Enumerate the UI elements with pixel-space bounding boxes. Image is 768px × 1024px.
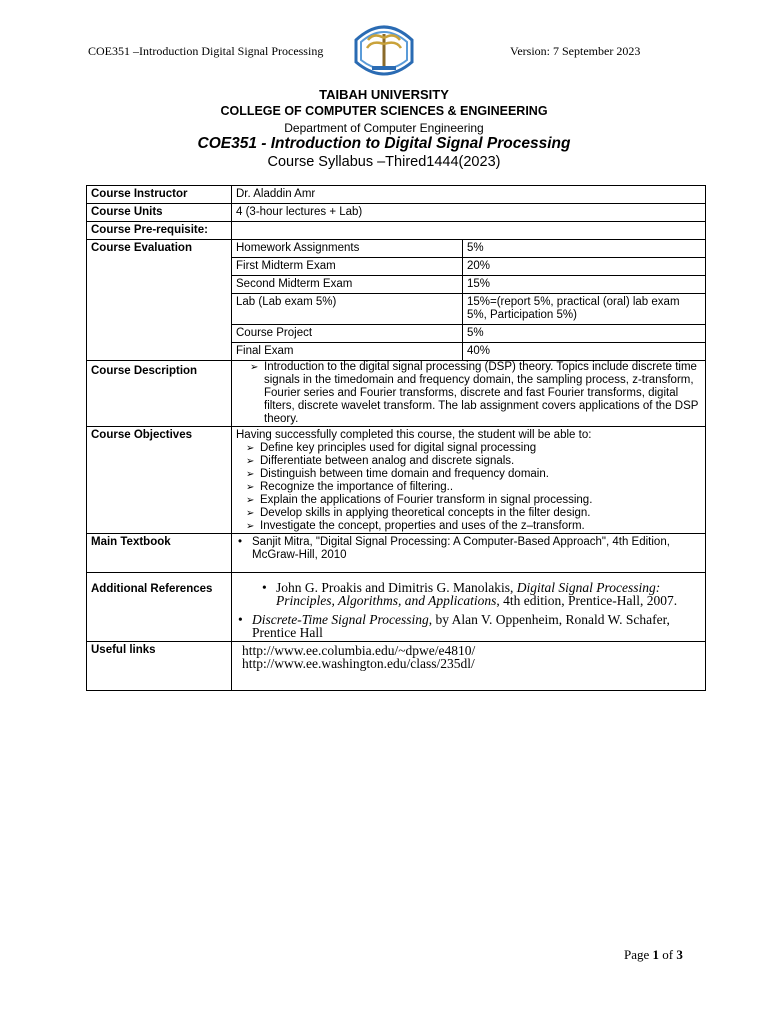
prereq-value [232, 222, 706, 240]
row-label: Course Description [87, 361, 232, 427]
reference-item [238, 613, 701, 639]
eval-item: Lab (Lab exam 5%) [232, 294, 463, 325]
links-row [87, 642, 706, 691]
department-name: Department of Computer Engineering [284, 121, 484, 135]
list-item: ➢ Recognize the importance of filtering.. [246, 481, 701, 494]
table-row [232, 325, 705, 343]
units-row [87, 204, 706, 222]
ref1-authors: John G. Proakis and Dimitris G. Manolakis, [276, 580, 517, 595]
instructor-row [87, 186, 706, 204]
objectives-cell [232, 427, 706, 534]
evaluation-table [232, 240, 705, 360]
description-cell [232, 361, 706, 427]
row-label: Additional References [87, 573, 232, 642]
row-label: Course Units [87, 204, 232, 222]
ref1-title: Digital Signal Processing: Principles, Algorithms, and Applications [276, 580, 661, 608]
eval-weight: 5% [463, 240, 706, 258]
syllabus-title: Course Syllabus –Thired1444(2023) [267, 154, 501, 170]
header-course-title: COE351 –Introduction Digital Signal Processing [88, 44, 324, 58]
units-value: 4 (3-hour lectures + Lab) [232, 204, 706, 222]
page-footer [624, 947, 683, 963]
evaluation-row [87, 240, 706, 361]
eval-weight: 5% [463, 325, 706, 343]
row-label: Useful links [87, 642, 232, 691]
syllabus-table [86, 185, 706, 691]
eval-item: First Midterm Exam [232, 258, 463, 276]
reference-item [262, 581, 701, 607]
objectives-intro: Having successfully completed this course, the student will be able to: [236, 429, 592, 441]
prereq-row [87, 222, 706, 240]
table-row [232, 276, 705, 294]
ref1-rest: , 4th edition, Prentice-Hall, 2007. [496, 593, 678, 608]
link-washington[interactable]: http://www.ee.washington.edu/class/235dl/ [242, 656, 475, 671]
instructor-value: Dr. Aladdin Amr [232, 186, 706, 204]
link-columbia[interactable]: http://www.ee.columbia.edu/~dpwe/e4810/ [242, 643, 476, 658]
eval-weight: 20% [463, 258, 706, 276]
list-item: ➢ Develop skills in applying theoretical concepts in the filter design. [246, 507, 701, 520]
eval-weight: 40% [467, 345, 491, 357]
eval-weight: 15%=(report 5%, practical (oral) lab exam 5%, Participation 5%) [463, 294, 706, 325]
objectives-row [87, 427, 706, 534]
textbook-row [87, 534, 706, 573]
header-version: Version: 7 September 2023 [510, 44, 641, 58]
page-total: 3 [676, 947, 683, 962]
eval-weight: 15% [463, 276, 706, 294]
university-logo-icon [350, 20, 418, 82]
list-item: ➢ Investigate the concept, properties and uses of the z–transform. [246, 520, 701, 533]
row-label: Course Evaluation [87, 240, 232, 361]
ref2-rest: , by Alan V. Oppenheim, Ronald W. Schafer, Prentice Hall [252, 612, 670, 640]
eval-item: Course Project [232, 325, 463, 343]
list-item: ➢ Define key principles used for digital signal processing [246, 442, 701, 455]
page-word: Page [624, 947, 650, 962]
row-label: Course Pre-requisite: [87, 222, 232, 240]
table-row [232, 258, 705, 276]
university-name: TAIBAH UNIVERSITY [319, 87, 449, 102]
eval-item: Second Midterm Exam [232, 276, 463, 294]
table-row [232, 294, 705, 325]
list-item: ➢ Distinguish between time domain and frequency domain. [246, 468, 701, 481]
references-row [87, 573, 706, 642]
list-item: ➢ Differentiate between analog and discrete signals. [246, 455, 701, 468]
table-row [232, 240, 705, 258]
eval-item: Final Exam [232, 343, 463, 361]
table-row [232, 343, 705, 361]
row-label: Course Instructor [87, 186, 232, 204]
row-label: Course Objectives [87, 427, 232, 534]
links-cell [232, 642, 706, 691]
ref2-title: Discrete-Time Signal Processing [252, 612, 429, 627]
description-text: ➢ Introduction to the digital signal processing (DSP) theory. Topics include discrete time signals in the timedomain and frequency domain, the sampling process, z-transform, Fourier series and Fourier transforms, discrete and fast Fourier transforms, digital filters, discrete wavelet transform. The lab assignment covers applications of the DSP theory. [250, 361, 701, 426]
row-label: Main Textbook [87, 534, 232, 573]
list-item: ➢ Explain the applications of Fourier transform in signal processing. [246, 494, 701, 507]
eval-item: Homework Assignments [232, 240, 463, 258]
page-number: 1 [652, 947, 660, 962]
references-cell [232, 573, 706, 642]
textbook-text: • Sanjit Mitra, "Digital Signal Processing: A Computer-Based Approach", 4th Edition, McGraw-Hill, 2010 [238, 536, 701, 562]
course-title: COE351 - Introduction to Digital Signal Processing [197, 135, 571, 152]
textbook-cell [232, 534, 706, 573]
of-word: of [662, 947, 674, 962]
description-row [87, 361, 706, 427]
evaluation-cell [232, 240, 706, 361]
college-name: COLLEGE OF COMPUTER SCIENCES & ENGINEERING [220, 104, 548, 118]
